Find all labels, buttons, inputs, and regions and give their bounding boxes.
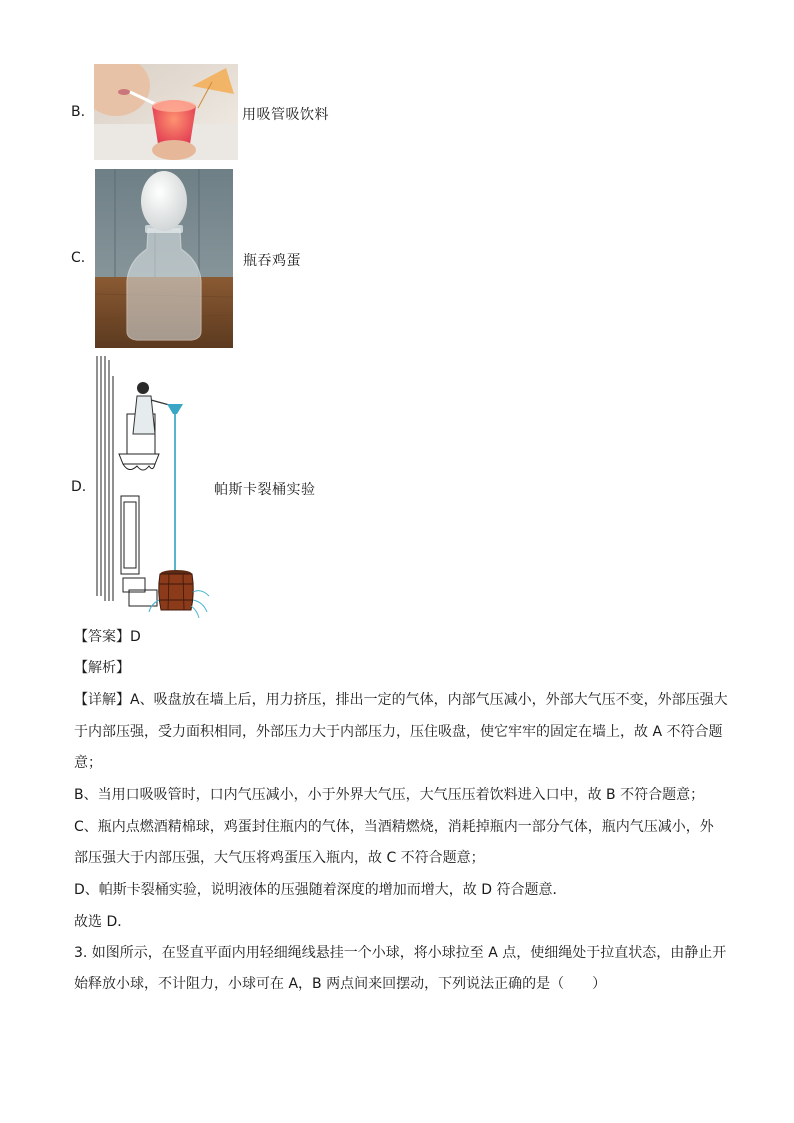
pascal-barrel-illustration: [93, 356, 213, 618]
option-d-letter: D.: [71, 479, 87, 495]
answer-line: [74, 627, 141, 647]
detail-text-1: A、吸盘放在墙上后，用力挤压，排出一定的气体，内部气压减小，外部大气压不变，外部压强大: [130, 692, 728, 708]
option-d-caption: 帕斯卡裂桶实验: [214, 482, 316, 498]
option-c-caption: 瓶吞鸡蛋: [243, 253, 301, 269]
question-3-line-2: 始释放小球，不计阻力，小球可在 A，B 两点间来回摆动，下列说法正确的是（ ）: [74, 976, 607, 992]
detail-line-7: D、帕斯卡裂桶实验，说明液体的压强随着深度的增加而增大，故 D 符合题意．: [74, 882, 567, 898]
option-c-letter: C.: [71, 250, 86, 266]
detail-line-2: 于内部压强，受力面积相同，外部压力大于内部压力，压住吸盘，使它牢牢的固定在墙上，故 A 不符合题: [74, 724, 723, 740]
question-3-line-1: 3. 如图所示，在竖直平面内用轻细绳线悬挂一个小球，将小球拉至 A 点，使细绳处于拉直状态，由静止开: [74, 945, 727, 961]
option-b-letter: B.: [71, 104, 86, 120]
detail-line-8: 故选 D．: [74, 914, 132, 930]
detail-line-6: 部压强大于内部压强，大气压将鸡蛋压入瓶内，故 C 不符合题意；: [74, 850, 485, 866]
egg-in-bottle-photo: [95, 169, 233, 348]
answer-value: D: [130, 629, 141, 645]
analysis-label: 【解析】: [74, 660, 130, 676]
detail-label: 【详解】: [74, 692, 130, 708]
drinking-straw-photo: [94, 64, 238, 160]
detail-line-1: [74, 690, 728, 710]
option-b-caption: 用吸管吸饮料: [242, 107, 329, 123]
detail-line-4: B、当用口吸吸管时，口内气压减小，小于外界大气压，大气压压着饮料进入口中，故 B 不符合题意；: [74, 787, 705, 803]
detail-line-3: 意；: [74, 755, 102, 771]
answer-label: 【答案】: [74, 629, 130, 645]
detail-line-5: C、瓶内点燃酒精棉球，鸡蛋封住瓶内的气体，当酒精燃烧，消耗掉瓶内一部分气体，瓶内气压减小，外: [74, 819, 714, 835]
